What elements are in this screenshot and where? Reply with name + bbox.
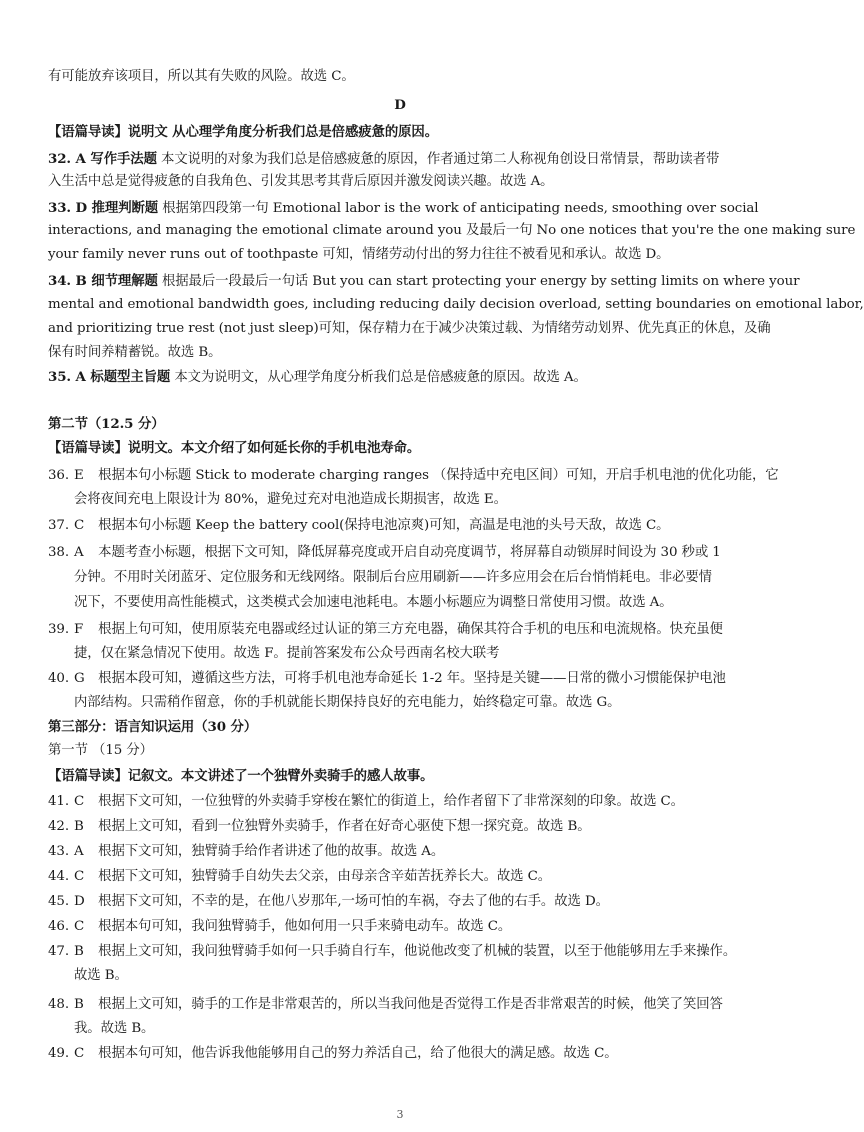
q48-number: 48. [48,997,69,1012]
q47-number: 47. [48,944,69,959]
q34-label: 34. B 细节理解题 [48,273,158,289]
q38-line-2: 分钟。不用时关闭蓝牙、定位服务和无线网络。限制后台应用刷新——许多应用会在后台悄悄耗电。非必要情 [74,570,712,585]
part-3-guide: 【语篇导读】记叙文。本文讲述了一个独臂外卖骑手的感人故事。 [48,768,434,784]
section-d-heading: D [394,97,406,113]
item-answer: D [74,894,85,909]
q39-answer: F [74,622,84,637]
q32-text-1: 本文说明的对象为我们总是倍感疲惫的原因，作者通过第二人称视角创设日常情景，帮助读者带 [156,152,720,167]
item-number: 45. [48,894,69,909]
q47-answer: B [74,944,84,959]
item-text: 根据下文可知，独臂骑手给作者讲述了他的故事。故选 A。 [98,844,445,859]
q33-line-1 [48,197,759,220]
q49-line-1 [48,1043,752,1065]
item-text: 根据上文可知，看到一位独臂外卖骑手，作者在好奇心驱使下想一探究竟。故选 B。 [98,819,591,834]
item-number: 41. [48,794,69,809]
list-item [48,891,752,913]
q34-line-1 [48,270,800,293]
section-2-guide: 【语篇导读】说明文。本文介绍了如何延长你的手机电池寿命。 [48,440,421,456]
item-text: 根据下文可知，不幸的是，在他八岁那年,一场可怕的车祸，夺去了他的右手。故选 D。 [98,894,609,909]
list-item [48,866,752,888]
q36-answer: E [74,468,84,483]
q40-line-2: 内部结构。只需稍作留意，你的手机就能长期保持良好的充电能力，始终稳定可靠。故选 G。 [74,695,621,710]
q37-line-1 [48,515,752,537]
q37-answer: C [74,518,85,533]
q47-line-1 [48,941,752,963]
q40-number: 40. [48,671,69,686]
q37-number: 37. [48,518,69,533]
q34-line-4: 保有时间养精蓄锐。故选 B。 [48,345,222,360]
page-number: 3 [396,1108,404,1121]
section-d-guide: 【语篇导读】说明文 从心理学角度分析我们总是倍感疲惫的原因。 [48,124,438,140]
q49-number: 49. [48,1046,69,1061]
list-item [48,916,752,938]
section-2-heading: 第二节（12.5 分） [48,416,165,432]
q47-text-1: 根据上文可知，我问独臂骑手如何一只手骑自行车，他说他改变了机械的装置，以至于他能够用左手来操作。 [98,944,737,959]
q36-number: 36. [48,468,69,483]
q32-line-2: 入生活中总是觉得疲惫的自我角色、引发其思考其背后原因并激发阅读兴趣。故选 A。 [48,174,554,189]
q39-text-1: 根据上句可知，使用原装充电器或经过认证的第三方充电器，确保其符合手机的电压和电流规格。快充虽便 [98,622,723,637]
part-3-subheading: 第一节 （15 分） [48,743,153,758]
item-number: 44. [48,869,69,884]
intro-line: 有可能放弃该项目，所以其有失败的风险。故选 C。 [48,69,355,84]
item-text: 根据本句可知，我问独臂骑手，他如何用一只手来骑电动车。故选 C。 [98,919,512,934]
q40-line-1 [48,668,752,690]
q49-answer: C [74,1046,85,1061]
q49-text-1: 根据本句可知，他告诉我他能够用自己的努力养活自己，给了他很大的满足感。故选 C。 [98,1046,618,1061]
q39-line-2: 捷，仅在紧急情况下使用。故选 F。提前答案发布公众号西南名校大联考 [74,646,500,661]
q35-label: 35. A 标题型主旨题 [48,369,171,385]
item-answer: A [74,844,84,859]
item-answer: C [74,919,85,934]
q33-text-1: 根据第四段第一句 Emotional labor is the work of anticipating needs, smoothing over social [158,201,759,216]
q35-text-1: 本文为说明文，从心理学角度分析我们总是倍感疲惫的原因。故选 A。 [170,370,587,385]
item-text: 根据下文可知，独臂骑手自幼失去父亲，由母亲含辛茹苦抚养长大。故选 C。 [98,869,552,884]
q33-line-2: interactions, and managing the emotional climate around you 及最后一句 No one notices that you're the one making sure [48,223,856,238]
q39-number: 39. [48,622,69,637]
q32-label: 32. A 写作手法题 [48,151,157,167]
q32-line-1 [48,148,752,171]
q35-line-1 [48,366,752,389]
q33-line-3: your family never runs out of toothpaste 可知，情绪劳动付出的努力往往不被看见和承认。故选 D。 [48,247,670,262]
q48-line-1 [48,994,752,1016]
list-item [48,816,752,838]
item-number: 46. [48,919,69,934]
q34-line-2: mental and emotional bandwidth goes, including reducing daily decision overload, setting boundaries on emotional labor, [48,297,864,312]
list-item [48,791,752,813]
item-number: 43. [48,844,69,859]
q36-text-1: 根据本句小标题 Stick to moderate charging ranges （保持适中充电区间）可知，开启手机电池的优化功能，它 [98,468,779,483]
q38-line-3: 况下，不要使用高性能模式，这类模式会加速电池耗电。本题小标题应为调整日常使用习惯。故选 A。 [74,595,673,610]
q48-answer: B [74,997,84,1012]
q34-text-1: 根据最后一段最后一句话 But you can start protecting your energy by setting limits on where your [157,274,800,289]
q36-line-1 [48,465,779,487]
item-answer: C [74,869,85,884]
q38-line-1 [48,542,752,564]
q38-text-1: 本题考查小标题，根据下文可知，降低屏幕亮度或开启自动亮度调节，将屏幕自动锁屏时间设为 30 秒或 1 [98,545,721,560]
q48-text-1: 根据上文可知，骑手的工作是非常艰苦的，所以当我问他是否觉得工作是否非常艰苦的时候，他笑了笑回答 [98,997,723,1012]
item-text: 根据下文可知，一位独臂的外卖骑手穿梭在繁忙的街道上，给作者留下了非常深刻的印象。故选 C。 [98,794,684,809]
q38-number: 38. [48,545,69,560]
q33-label: 33. D 推理判断题 [48,200,159,216]
q39-line-1 [48,619,752,641]
q38-answer: A [74,545,84,560]
q34-line-3: and prioritizing true rest (not just sleep)可知，保存精力在于减少决策过载、为情绪劳动划界、优先真正的休息，及确 [48,321,771,336]
q36-line-2: 会将夜间充电上限设计为 80%，避免过充对电池造成长期损害，故选 E。 [74,492,507,507]
q47-line-2: 故选 B。 [74,968,128,983]
q37-text-1: 根据本句小标题 Keep the battery cool(保持电池凉爽)可知，高温是电池的头号天敌，故选 C。 [98,518,670,533]
q48-line-2: 我。故选 B。 [74,1021,155,1036]
q40-answer: G [74,671,85,686]
list-item [48,841,752,863]
item-number: 42. [48,819,69,834]
item-answer: C [74,794,85,809]
part-3-heading: 第三部分：语言知识运用（30 分） [48,719,258,735]
q40-text-1: 根据本段可知，遵循这些方法，可将手机电池寿命延长 1-2 年。坚持是关键——日常的微小习惯能保护电池 [98,671,726,686]
item-answer: B [74,819,84,834]
